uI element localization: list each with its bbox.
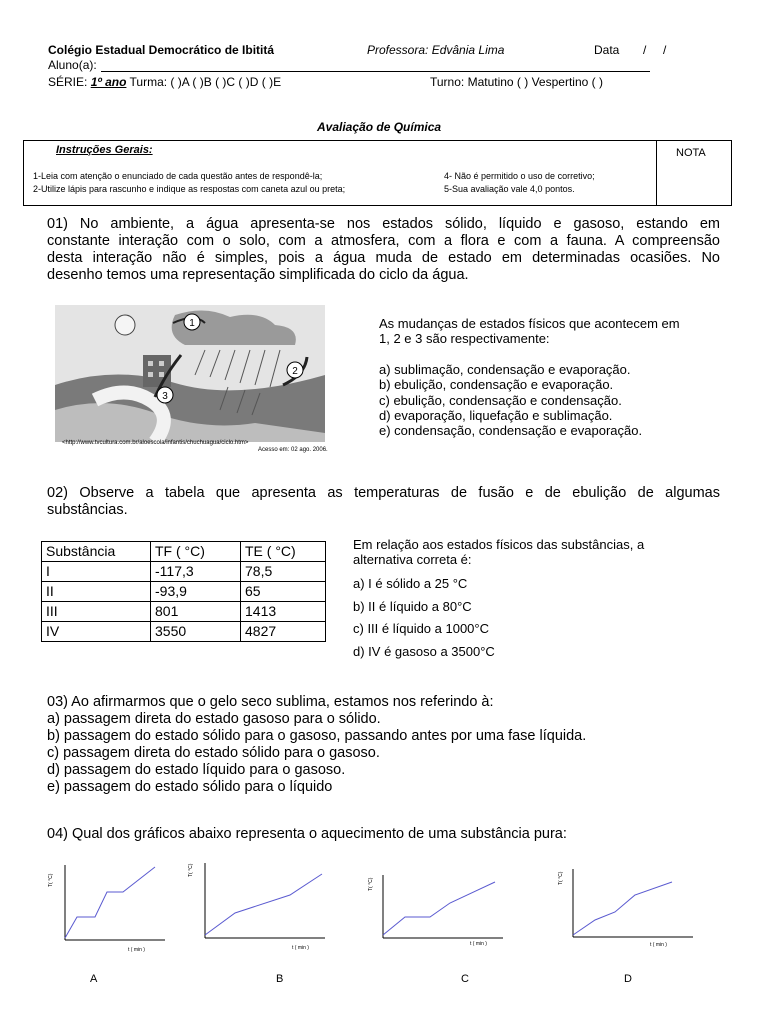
heating-curve — [205, 874, 322, 935]
school-name: Colégio Estadual Democrático de Ibititá — [48, 43, 275, 57]
table-cell: 78,5 — [241, 562, 326, 582]
y-axis-label: T( °C) — [558, 871, 564, 885]
y-axis-label: T( °C) — [48, 873, 54, 887]
instructions-divider — [656, 141, 657, 205]
heating-curve — [573, 882, 672, 935]
table-cell: -93,9 — [151, 582, 241, 602]
y-axis-label: T( °C) — [368, 877, 374, 891]
heating-graphs — [40, 855, 730, 965]
q1-prompt-line: 1, 2 e 3 são respectivamente: — [379, 331, 550, 347]
q2-option: d) IV é gasoso a 3500°C — [353, 644, 495, 659]
q2-line: 02) Observe a tabela que apresenta as temperaturas de fusão e de ebulição de algumas — [47, 485, 720, 501]
table-cell: 3550 — [151, 622, 241, 642]
q2-option: a) I é sólido a 25 °C — [353, 576, 468, 591]
q3-option: c) passagem direta do estado sólido para o gasoso. — [47, 745, 380, 761]
table-row — [42, 602, 326, 622]
q3-option: b) passagem do estado sólido para o gasoso, passando antes por uma fase líquida. — [47, 728, 587, 744]
table-cell: 65 — [241, 582, 326, 602]
y-axis-label: T( °C) — [188, 863, 194, 877]
q2-line: substâncias. — [47, 502, 128, 518]
graph-label-c: C — [461, 973, 469, 985]
substances-table — [41, 541, 326, 642]
q2-prompt-line: Em relação aos estados físicos das substâncias, a — [353, 537, 645, 552]
table-row — [42, 622, 326, 642]
image-access-date: Acesso em: 02 ago. 2006. — [258, 447, 328, 453]
table-header: Substância — [42, 542, 151, 562]
exam-title: Avaliação de Química — [317, 120, 442, 134]
q3-option: d) passagem do estado líquido para o gasoso. — [47, 762, 346, 778]
graph-label-b: B — [276, 973, 284, 985]
teacher-name: Professora: Edvânia Lima — [367, 43, 505, 57]
graph-c — [368, 875, 503, 947]
grade-label: NOTA — [676, 147, 706, 159]
instructions-box — [23, 140, 732, 206]
q3-block — [47, 694, 586, 796]
q3-option: e) passagem do estado sólido para o líquido — [47, 779, 333, 795]
q2-prompt-line: alternativa correta é: — [353, 552, 472, 568]
table-row — [42, 562, 326, 582]
graph-b — [188, 863, 325, 951]
q1-option: a) sublimação, condensação e evaporação. — [379, 362, 631, 377]
series-label: SÉRIE: — [48, 75, 91, 89]
table-cell: 801 — [151, 602, 241, 622]
graph-label-a: A — [90, 973, 98, 985]
graph-label-d: D — [624, 973, 632, 985]
q1-option: e) condensação, condensação e evaporação. — [379, 423, 643, 439]
class-options: Turma: ( )A ( )B ( )C ( )D ( )E — [126, 75, 282, 89]
table-cell: -117,3 — [151, 562, 241, 582]
cycle-number-2: 2 — [292, 366, 298, 377]
cycle-number-1: 1 — [189, 318, 195, 329]
graph-d — [558, 869, 693, 948]
table-row — [42, 582, 326, 602]
series-line — [48, 75, 281, 89]
q1-line: constante interação com o solo, com a atmosfera, com a flora e com a fauna. A compreensão — [47, 233, 720, 249]
table-cell: 1413 — [241, 602, 326, 622]
instruction-item: 4- Não é permitido o uso de corretivo; — [444, 171, 595, 181]
q1-options — [379, 362, 642, 438]
table-cell: I — [42, 562, 151, 582]
q1-line: desta interação não é simples, pois a água muda de estado em determinadas ocasiões. No — [47, 250, 720, 266]
q1-prompt-line: As mudanças de estados físicos que acontecem em — [379, 316, 680, 331]
table-header: TE ( °C) — [241, 542, 326, 562]
date-label: Data — [594, 43, 620, 57]
instructions-title: Instruções Gerais: — [56, 144, 153, 156]
table-header: TF ( °C) — [151, 542, 241, 562]
graph-a — [48, 865, 165, 953]
shift-options: Turno: Matutino ( ) Vespertino ( ) — [430, 75, 603, 89]
instruction-item: 1-Leia com atenção o enunciado de cada questão antes de respondê-la; — [33, 171, 323, 181]
date-blanks: / / — [643, 43, 667, 57]
student-name-line — [101, 71, 650, 72]
x-axis-label: t ( min ) — [470, 941, 487, 947]
heating-curve — [383, 882, 495, 935]
water-cycle-drawing — [55, 305, 325, 442]
table-cell: 4827 — [241, 622, 326, 642]
q3-option: a) passagem direta do estado gasoso para o sólido. — [47, 711, 381, 727]
water-cycle-image — [55, 305, 325, 442]
q1-option: c) ebulição, condensação e condensação. — [379, 392, 622, 408]
q1-option: d) evaporação, liquefação e sublimação. — [379, 407, 613, 423]
q1-prompt — [379, 316, 680, 347]
x-axis-label: t ( min ) — [128, 947, 145, 953]
q2-text — [47, 485, 720, 519]
series-value: 1º ano — [90, 75, 127, 89]
q2-prompt — [353, 537, 644, 568]
q1-line: 01) No ambiente, a água apresenta-se nos estados sólido, líquido e gasoso, estando em — [47, 216, 720, 232]
q1-line: desenho temos uma representação simplificada do ciclo da água. — [47, 267, 469, 283]
table-cell: IV — [42, 622, 151, 642]
table-header-row — [42, 542, 326, 562]
image-caption: <http://www.tvcultura.com.br/aloescola/infantis/chuchuagua/ciclo.htm> — [62, 440, 249, 446]
q2-option: b) II é líquido a 80°C — [353, 599, 472, 614]
x-axis-label: t ( min ) — [650, 942, 667, 948]
table-cell: II — [42, 582, 151, 602]
table-cell: III — [42, 602, 151, 622]
instruction-item: 5-Sua avaliação vale 4,0 pontos. — [444, 184, 575, 194]
cycle-number-3: 3 — [162, 391, 168, 402]
q3-question: 03) Ao afirmarmos que o gelo seco sublima, estamos nos referindo à: — [47, 694, 494, 710]
q4-question: 04) Qual dos gráficos abaixo representa o aquecimento de uma substância pura: — [47, 826, 567, 842]
instruction-item: 2-Utilize lápis para rascunho e indique as respostas com caneta azul ou preta; — [33, 184, 346, 194]
q1-option: b) ebulição, condensação e evaporação. — [379, 377, 614, 393]
q1-text — [47, 216, 720, 284]
heating-curve — [65, 867, 155, 938]
q2-option: c) III é líquido a 1000°C — [353, 621, 489, 636]
student-label: Aluno(a): — [48, 58, 97, 72]
x-axis-label: t ( min ) — [292, 945, 309, 951]
